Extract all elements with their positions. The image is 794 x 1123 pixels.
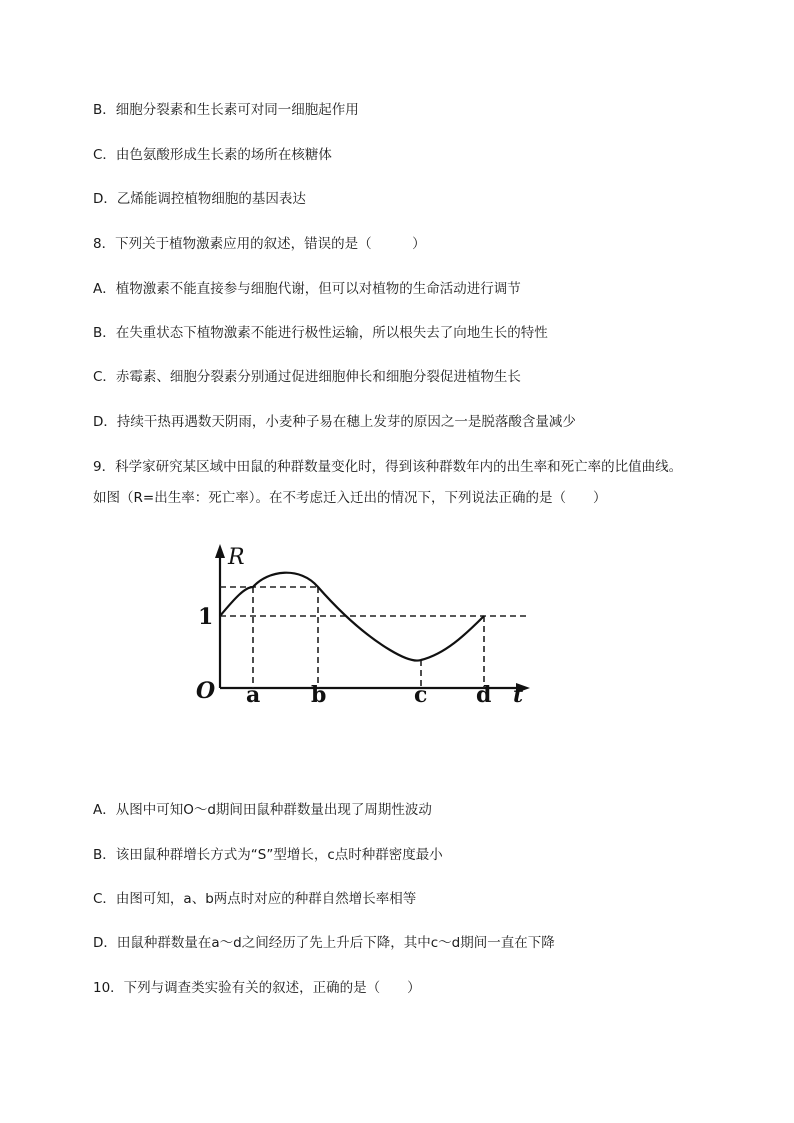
q8-option-d: D．持续干热再遇数天阴雨，小麦种子易在穗上发芽的原因之一是脱落酸含量减少 xyxy=(93,414,576,430)
y-axis-label: R xyxy=(228,545,245,570)
q9-stem-line2: 如图（R=出生率：死亡率）。在不考虑迁入迁出的情况下，下列说法正确的是（ ） xyxy=(93,490,607,506)
origin-label: O xyxy=(196,678,216,704)
q9-option-a: A．从图中可知O～d期间田鼠种群数量出现了周期性波动 xyxy=(93,802,432,818)
q7-option-c: C．由色氨酸形成生长素的场所在核糖体 xyxy=(93,147,332,163)
q8-option-a: A．植物激素不能直接参与细胞代谢，但可以对植物的生命活动进行调节 xyxy=(93,281,521,297)
y-axis-arrow xyxy=(215,544,225,558)
x-axis-label: t xyxy=(513,682,524,708)
x-point-d: d xyxy=(476,682,492,708)
q8-option-b: B．在失重状态下植物激素不能进行极性运输，所以根失去了向地生长的特性 xyxy=(93,325,548,341)
q7-option-d: D．乙烯能调控植物细胞的基因表达 xyxy=(93,191,306,207)
birth-death-ratio-graph xyxy=(190,540,540,715)
y-tick-1: 1 xyxy=(198,604,214,630)
q7-option-b: B．细胞分裂素和生长素可对同一细胞起作用 xyxy=(93,102,359,118)
q9-option-b: B．该田鼠种群增长方式为“S”型增长，c点时种群密度最小 xyxy=(93,847,443,863)
q9-option-c: C．由图可知，a、b两点时对应的种群自然增长率相等 xyxy=(93,891,417,907)
q8-stem: 8．下列关于植物激素应用的叙述，错误的是（ ） xyxy=(93,236,426,252)
q9-option-d: D．田鼠种群数量在a～d之间经历了先上升后下降，其中c～d期间一直在下降 xyxy=(93,935,555,951)
q8-option-c: C．赤霉素、细胞分裂素分别通过促进细胞伸长和细胞分裂促进植物生长 xyxy=(93,369,521,385)
x-point-a: a xyxy=(246,682,261,708)
x-point-b: b xyxy=(311,682,327,708)
x-point-c: c xyxy=(414,682,428,708)
q9-stem-line1: 9．科学家研究某区域中田鼠的种群数量变化时，得到该种群数年内的出生率和死亡率的比值曲线。 xyxy=(93,459,683,475)
q10-stem: 10．下列与调查类实验有关的叙述，正确的是（ ） xyxy=(93,980,421,996)
